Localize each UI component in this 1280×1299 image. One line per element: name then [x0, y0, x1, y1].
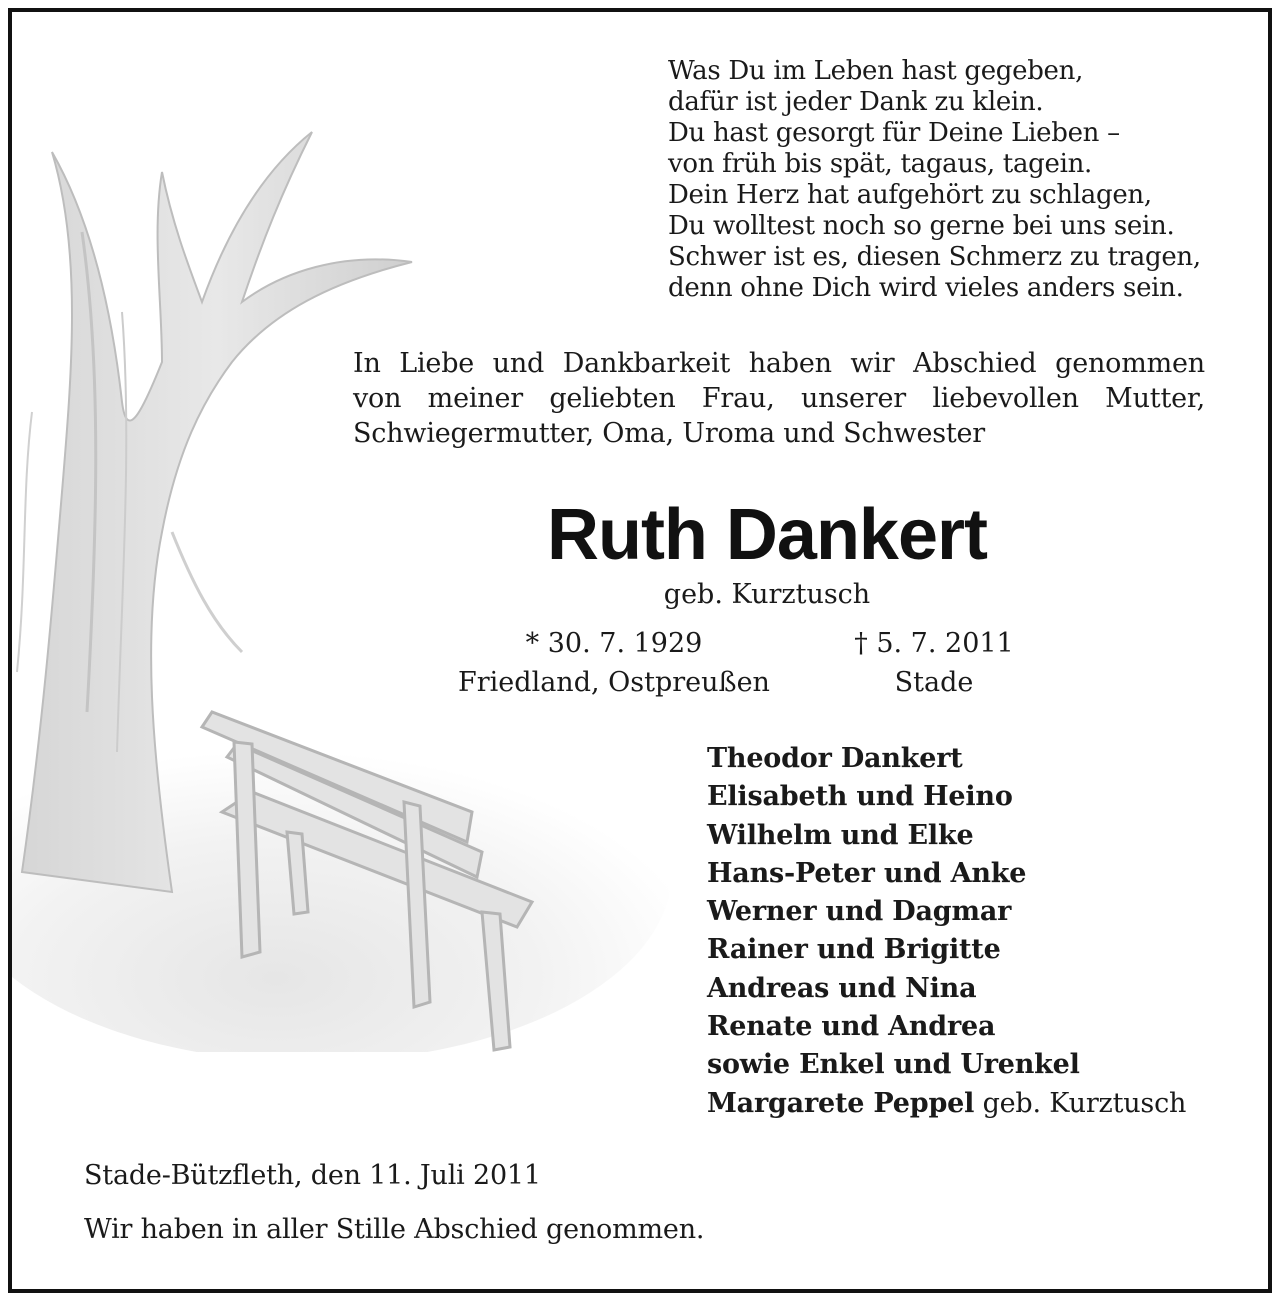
poem-line: Schwer ist es, diesen Schmerz zu tragen,	[668, 242, 1201, 272]
mourner-name: sowie Enkel und Urenkel	[707, 1049, 1080, 1081]
poem-line: dafür ist jeder Dank zu klein.	[668, 87, 1044, 117]
intro-line: Schwiegermutter, Oma, Uroma und Schwester	[353, 418, 986, 449]
mourner-name: Werner und Dagmar	[707, 896, 1012, 928]
mourner-name: Renate und Andrea	[707, 1011, 996, 1043]
birth-info	[444, 624, 784, 702]
mourner-name: Theodor Dankert	[707, 743, 963, 774]
poem-line: Was Du im Leben hast gegeben,	[668, 56, 1084, 86]
mourner-name: Hans-Peter und Anke	[707, 857, 1027, 889]
intro-line: von meiner geliebten Frau, unserer liebevollen Mutter,	[353, 383, 1205, 414]
mourner-name: Elisabeth und Heino	[707, 781, 1013, 813]
intro-text	[353, 346, 1205, 451]
death-info	[844, 624, 1024, 702]
death-date: † 5. 7. 2011	[854, 628, 1014, 659]
place-date: Stade-Bützfleth, den 11. Juli 2011	[84, 1160, 541, 1191]
deceased-name: Ruth Dankert	[546, 495, 988, 575]
birth-date: * 30. 7. 1929	[525, 628, 703, 659]
poem-line: Du hast gesorgt für Deine Lieben –	[668, 118, 1120, 148]
mourner-last-name: Margarete Peppel	[707, 1087, 975, 1119]
mourner-name: Andreas und Nina	[707, 972, 977, 1004]
poem-line: Dein Herz hat aufgehört zu schlagen,	[668, 180, 1152, 210]
mourner-name-last	[707, 1085, 1227, 1123]
mourner-name: Rainer und Brigitte	[707, 934, 1001, 966]
birth-place: Friedland, Ostpreußen	[458, 667, 770, 698]
obituary-notice	[8, 8, 1272, 1293]
poem-line: denn ohne Dich wird vieles anders sein.	[668, 273, 1184, 303]
memorial-poem	[668, 56, 1248, 304]
mourners-list	[707, 740, 1227, 1123]
poem-line: Du wolltest noch so gerne bei uns sein.	[668, 211, 1175, 241]
intro-line: In Liebe und Dankbarkeit haben wir Abschied genommen	[353, 348, 1205, 379]
closing-note: Wir haben in aller Stille Abschied genommen.	[84, 1214, 705, 1245]
maiden-name: geb. Kurztusch	[663, 579, 871, 610]
mourner-name: Wilhelm und Elke	[707, 819, 974, 851]
mourner-last-suffix: geb. Kurztusch	[974, 1087, 1187, 1119]
poem-line: von früh bis spät, tagaus, tagein.	[668, 149, 1093, 179]
death-place: Stade	[894, 667, 974, 698]
